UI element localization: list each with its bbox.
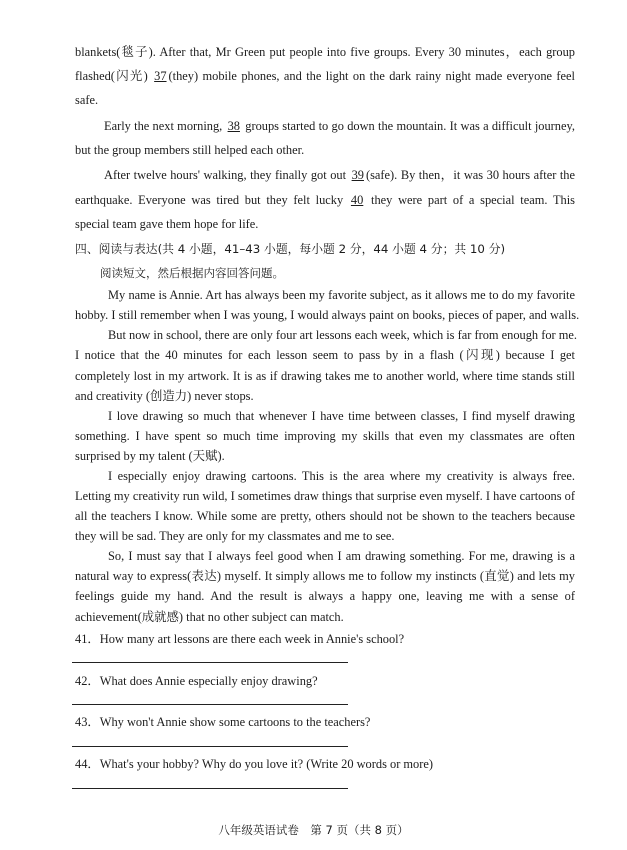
blank-39: 39 [351, 168, 364, 182]
passage-line: I especially enjoy drawing cartoons. This is the area where my creativity is always free. [108, 469, 575, 483]
answer-line-42[interactable] [72, 704, 348, 705]
blank-38: 38 [227, 119, 240, 133]
passage-line: they will be sad. They are only for my classmates and me to see. [75, 529, 395, 543]
cloze-line: safe. [75, 93, 99, 107]
passage-line: all the teachers I know. While some are pretty, others should not be shown to the teachers because [75, 509, 575, 523]
passage-line: Letting my creativity run wild, I sometimes draw things that surprise even myself. I have cartoons of [75, 489, 575, 503]
question-number: 44． [75, 757, 100, 771]
cloze-text: (they) mobile phones, and the light on the dark rainy night made everyone feel [168, 69, 575, 83]
cloze-line: special team gave them hope for life. [75, 217, 259, 231]
section-heading: 四、阅读与表达(共 4 小题，41–43 小题，每小题 2 分，44 小题 4 分；共 10 分) [75, 242, 506, 256]
passage-line: I love drawing so much that whenever I have time between classes, I find myself drawing [108, 409, 575, 423]
page-footer: 八年级英语试卷 第 7 页（共 8 页） [218, 823, 409, 837]
blank-37: 37 [154, 69, 167, 83]
question-43 [75, 714, 575, 730]
cloze-line [104, 167, 575, 183]
section-instruction: 阅读短文，然后根据内容回答问题。 [100, 266, 284, 280]
question-44 [75, 756, 575, 772]
question-41 [75, 631, 575, 647]
question-text: How many art lessons are there each week in Annie's school? [99, 632, 405, 646]
question-42 [75, 673, 575, 689]
cloze-text: they were part of a special team. This [371, 193, 575, 207]
cloze-text: earthquake. Everyone was tired but they felt lucky [75, 193, 344, 207]
question-text: What's your hobby? Why do you love it? (Write 20 words or more) [99, 757, 434, 771]
question-number: 42． [75, 674, 100, 688]
passage-line: natural way to express(表达) myself. It simply allows me to follow my instincts (直觉) and lets my [75, 569, 575, 583]
passage-line: surprised by my talent (天赋). [75, 449, 225, 463]
cloze-line [75, 68, 575, 84]
cloze-text: flashed(闪光) [75, 69, 148, 83]
question-number: 43． [75, 715, 100, 729]
passage-line: But now in school, there are only four art lessons each week, which is far from enough for me. [108, 328, 577, 342]
cloze-text: Early the next morning, [104, 119, 223, 133]
passage-line: hobby. I still remember when I was young, I would always paint on books, pieces of paper, and walls. [75, 308, 580, 322]
cloze-line: but the group members still helped each other. [75, 143, 305, 157]
passage-line: So, I must say that I always feel good when I am drawing something. For me, drawing is a [108, 549, 575, 563]
cloze-line [75, 192, 575, 208]
cloze-text: (safe). By then，it was 30 hours after the [365, 168, 575, 182]
blank-40: 40 [350, 193, 364, 207]
answer-line-44[interactable] [72, 788, 348, 789]
cloze-line: blankets(毯子). After that, Mr Green put people into five groups. Every 30 minutes，each group [75, 45, 575, 59]
cloze-text: groups started to go down the mountain. It was a difficult journey, [245, 119, 575, 133]
cloze-text: After twelve hours' walking, they finally got out [104, 168, 347, 182]
passage-line: My name is Annie. Art has always been my favorite subject, as it allows me to do my favorite [108, 288, 575, 302]
passage-line: and creativity (创造力) never stops. [75, 389, 254, 403]
question-text: Why won't Annie show some cartoons to the teachers? [99, 715, 371, 729]
passage-line: achievement(成就感) that no other subject can match. [75, 610, 344, 624]
passage-line: something. I have spent so much time improving my skills that even my classmates are often [75, 429, 575, 443]
passage-line: feelings guide my hand. And the result is always a happy one, leaving me with a sense of [75, 589, 575, 603]
question-number: 41． [75, 632, 100, 646]
passage-line: completely lost in my artwork. It is as if drawing takes me to another world, where time stands still [75, 369, 575, 383]
passage-line: I notice that the 40 minutes for each lesson seem to pass by in a flash (闪现) because I get [75, 348, 575, 362]
question-text: What does Annie especially enjoy drawing? [99, 674, 318, 688]
answer-line-41[interactable] [72, 662, 348, 663]
answer-line-43[interactable] [72, 746, 348, 747]
cloze-line [104, 118, 575, 134]
